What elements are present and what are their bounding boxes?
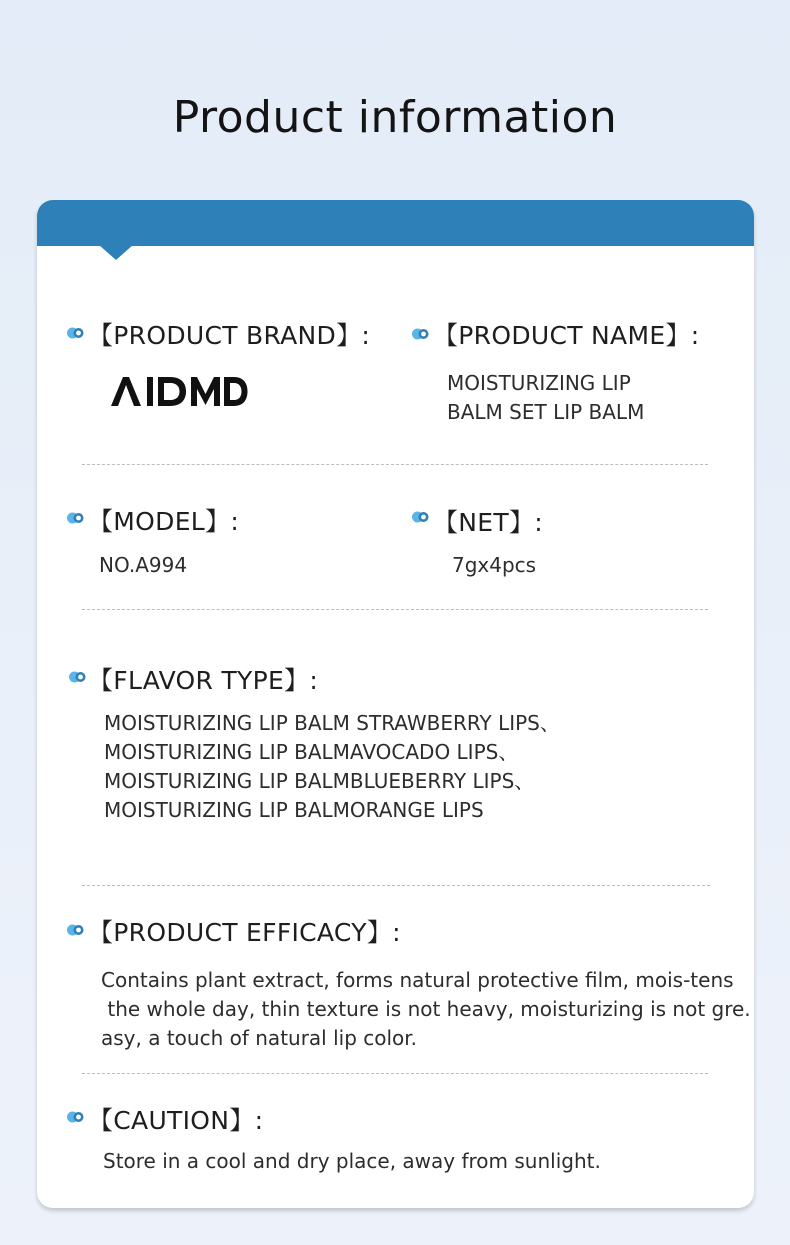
efficacy-line-1: Contains plant extract, forms natural protective film, mois-tens — [101, 968, 734, 992]
section-divider — [82, 609, 708, 610]
flavor-line-1: MOISTURIZING LIP BALM STRAWBERRY LIPS、 — [104, 711, 560, 735]
card-header-bar — [37, 200, 754, 246]
flavor-line-4: MOISTURIZING LIP BALMORANGE LIPS — [104, 798, 484, 822]
card-header-notch — [99, 245, 133, 260]
section-divider — [82, 1073, 708, 1074]
product-name-line-2: BALM SET LIP BALM — [447, 400, 645, 424]
brand-label: 【PRODUCT BRAND】: — [88, 321, 371, 350]
bullet-dot-icon — [412, 511, 429, 523]
caution-value: Store in a cool and dry place, away from sunlight. — [103, 1149, 601, 1173]
bullet-dot-icon — [67, 1111, 84, 1123]
section-divider — [82, 464, 708, 465]
page-title: Product information — [172, 92, 618, 143]
caution-label: 【CAUTION】: — [88, 1106, 264, 1135]
model-label: 【MODEL】: — [88, 507, 240, 536]
efficacy-label: 【PRODUCT EFFICACY】: — [88, 918, 401, 947]
bullet-dot-icon — [67, 327, 84, 339]
brand-logo — [110, 374, 250, 408]
flavor-line-2: MOISTURIZING LIP BALMAVOCADO LIPS、 — [104, 740, 519, 764]
product-name-line-1: MOISTURIZING LIP — [447, 371, 631, 395]
section-divider — [82, 885, 710, 886]
bullet-dot-icon — [67, 924, 84, 936]
model-value: NO.A994 — [99, 553, 188, 577]
flavor-line-3: MOISTURIZING LIP BALMBLUEBERRY LIPS、 — [104, 769, 535, 793]
product-name-label: 【PRODUCT NAME】: — [433, 321, 700, 350]
efficacy-line-2: the whole day, thin texture is not heavy, moisturizing is not gre. — [101, 997, 751, 1021]
bullet-dot-icon — [67, 512, 84, 524]
net-label: 【NET】: — [433, 508, 543, 537]
bullet-dot-icon — [69, 671, 86, 683]
net-value: 7gx4pcs — [452, 553, 537, 577]
flavor-label: 【FLAVOR TYPE】: — [88, 666, 319, 695]
efficacy-line-3: asy, a touch of natural lip color. — [101, 1026, 418, 1050]
bullet-dot-icon — [412, 328, 429, 340]
